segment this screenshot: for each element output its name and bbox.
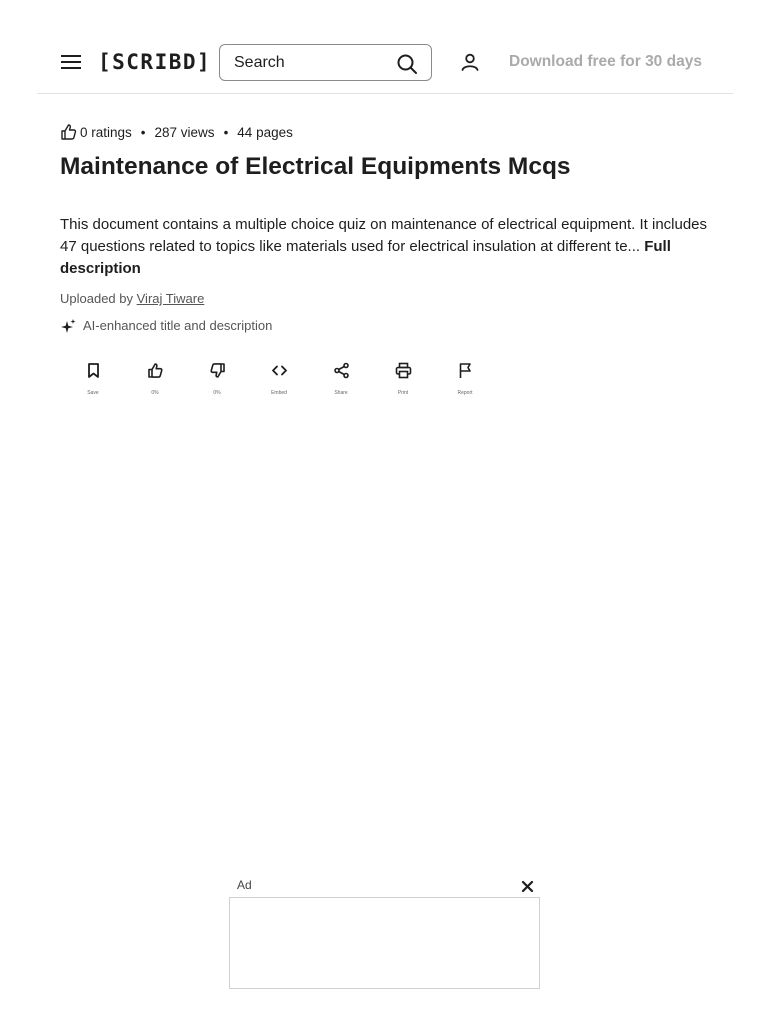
uploader-link[interactable]: Viraj Tiware — [136, 291, 205, 306]
thumbs-down-icon — [209, 362, 226, 379]
uploader-info — [60, 290, 204, 308]
flag-icon — [457, 362, 474, 379]
scribd-logo[interactable]: [SCRIBD] — [98, 50, 212, 74]
separator-dot: • — [140, 124, 146, 140]
embed-button[interactable] — [248, 362, 310, 396]
action-label: 0% — [151, 390, 159, 396]
separator-dot: • — [223, 124, 229, 140]
user-account-icon[interactable] — [460, 52, 480, 72]
bookmark-icon — [85, 362, 102, 379]
close-icon[interactable] — [520, 879, 535, 894]
description-text: This document contains a multiple choice quiz on maintenance of electrical equipment. It includes 47 questions related to topics like materials used for electrical insulation at different te... — [60, 216, 708, 255]
like-button[interactable] — [124, 362, 186, 396]
code-icon — [271, 362, 288, 379]
document-stats — [60, 122, 293, 142]
pages-count: 44 pages — [237, 124, 293, 140]
share-button[interactable] — [310, 362, 372, 396]
ad-container[interactable] — [229, 897, 540, 989]
search-box[interactable] — [219, 44, 432, 81]
save-button[interactable] — [62, 362, 124, 396]
ai-enhanced-note — [60, 317, 272, 335]
views-count: 287 views — [154, 124, 215, 140]
share-icon — [333, 362, 350, 379]
printer-icon — [395, 362, 412, 379]
document-action-bar — [62, 362, 496, 396]
sparkle-icon — [60, 318, 77, 335]
full-description-link[interactable]: Full description — [60, 238, 671, 277]
ad-label: Ad — [237, 878, 252, 892]
action-label: 0% — [213, 390, 221, 396]
print-button[interactable] — [372, 362, 434, 396]
download-free-trial-link[interactable]: Download free for 30 days — [509, 53, 702, 70]
thumbs-up-outline-icon — [60, 123, 78, 141]
report-button[interactable] — [434, 362, 496, 396]
action-label: Embed — [271, 390, 287, 396]
action-label: Share — [334, 390, 348, 396]
document-title: Maintenance of Electrical Equipments Mcqs — [60, 153, 571, 180]
search-input[interactable] — [234, 53, 394, 73]
thumbs-up-icon — [147, 362, 164, 379]
hamburger-menu-icon[interactable] — [60, 53, 82, 71]
dislike-button[interactable] — [186, 362, 248, 396]
action-label: Save — [87, 390, 99, 396]
ratings-count: 0 ratings — [80, 124, 132, 140]
document-description — [60, 214, 710, 280]
ai-note-text: AI-enhanced title and description — [83, 318, 273, 333]
uploaded-by-label: Uploaded by — [60, 291, 133, 306]
action-label: Print — [397, 390, 409, 396]
search-icon[interactable] — [396, 53, 418, 75]
action-label: Report — [457, 390, 473, 396]
site-header — [37, 0, 733, 94]
